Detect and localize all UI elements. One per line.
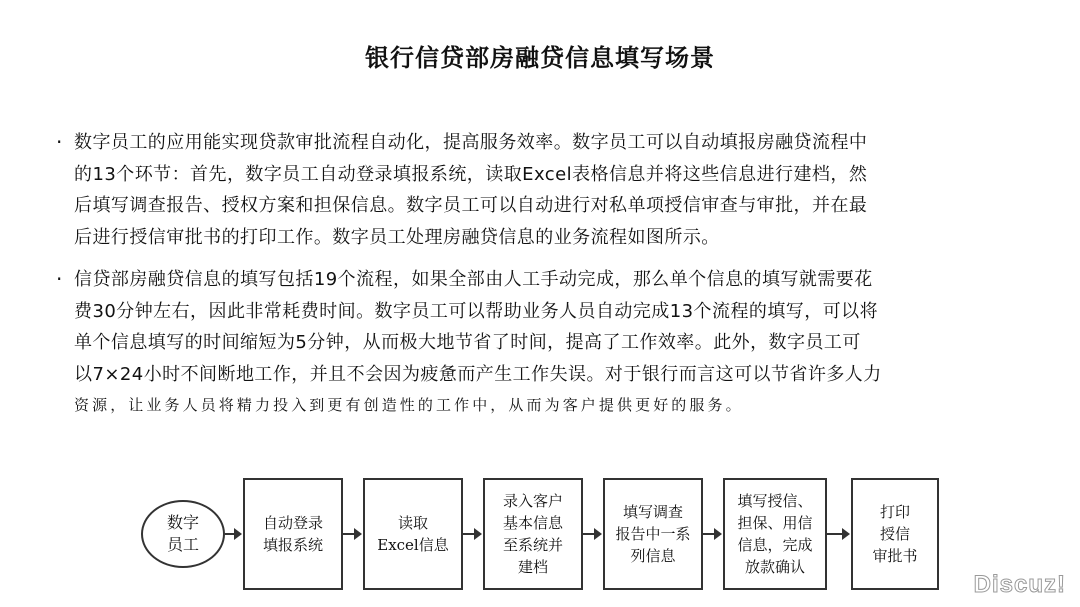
- paragraph-line: 信贷部房融贷信息的填写包括19个流程，如果全部由人工手动完成，那么单个信息的填写就需要花: [74, 269, 873, 290]
- flow-step-label: 打印: [879, 503, 910, 521]
- flow-step-label: 录入客户: [502, 492, 563, 510]
- flow-step-box: [243, 478, 343, 590]
- bullet: ·: [56, 130, 63, 154]
- paragraph-line: 以7×24小时不间断地工作，并且不会因为疲惫而产生工作失误。对于银行而言这可以节省许多人力: [74, 363, 882, 385]
- flow-step-label: 填写调查: [622, 503, 683, 521]
- discuz-watermark: Discuz!: [973, 571, 1066, 598]
- arrow-right-icon: [583, 525, 603, 543]
- paragraph-line: 资源，让业务人员将精力投入到更有创造性的工作中，从而为客户提供更好的服务。: [74, 396, 744, 414]
- flow-step-label: 基本信息: [502, 514, 563, 532]
- flow-step-label: 担保、用信: [737, 514, 813, 532]
- paragraph-line: 后进行授信审批书的打印工作。数字员工处理房融贷信息的业务流程如图所示。: [74, 226, 720, 248]
- arrow-right-icon: [463, 525, 483, 543]
- arrow-right-icon: [225, 525, 243, 543]
- flow-step-label: 填报系统: [262, 536, 323, 554]
- paragraph-line: 后填写调查报告、授权方案和担保信息。数字员工可以自动进行对私单项授信审查与审批，并在最: [74, 195, 868, 216]
- flow-step-label: 审批书: [872, 547, 918, 565]
- flow-step-label: 授信: [879, 525, 910, 543]
- flow-step-label: 填写授信、: [737, 492, 813, 510]
- arrow-right-icon: [703, 525, 723, 543]
- flow-step-label: 信息，完成: [737, 536, 813, 554]
- flow-start-oval: [141, 500, 225, 568]
- flow-step-box: [723, 478, 827, 590]
- flow-step-label: 建档: [517, 558, 548, 576]
- paragraph-line: 单个信息填写的时间缩短为5分钟，从而极大地节省了时间，提高了工作效率。此外，数字员工可: [74, 332, 861, 353]
- flow-step-label: 放款确认: [744, 558, 805, 576]
- flow-step-label: Excel信息: [377, 536, 449, 554]
- flow-step-box: [363, 478, 463, 590]
- arrow-right-icon: [343, 525, 363, 543]
- page-title: 银行信贷部房融贷信息填写场景: [365, 44, 715, 72]
- paragraph-line: 数字员工的应用能实现贷款审批流程自动化，提高服务效率。数字员工可以自动填报房融贷流程中: [74, 132, 868, 153]
- flow-step-label: 自动登录: [262, 514, 323, 532]
- arrow-right-icon: [827, 525, 851, 543]
- flow-step-box: [851, 478, 939, 590]
- flow-step-label: 报告中一系: [615, 525, 691, 543]
- flow-step-box: [483, 478, 583, 590]
- paragraph-line: 费30分钟左右，因此非常耗费时间。数字员工可以帮助业务人员自动完成13个流程的填写，可以将: [74, 300, 879, 322]
- bullet: ·: [56, 267, 63, 291]
- flow-step-label: 列信息: [630, 547, 676, 565]
- flow-step-label: 读取: [397, 514, 428, 532]
- flow-start-label: 员工: [166, 535, 199, 554]
- flow-start-label: 数字: [166, 513, 199, 532]
- paragraph-line: 的13个环节：首先，数字员工自动登录填报系统，读取Excel表格信息并将这些信息进行建档，然: [74, 163, 868, 185]
- flow-step-box: [603, 478, 703, 590]
- flow-step-label: 至系统并: [502, 536, 563, 554]
